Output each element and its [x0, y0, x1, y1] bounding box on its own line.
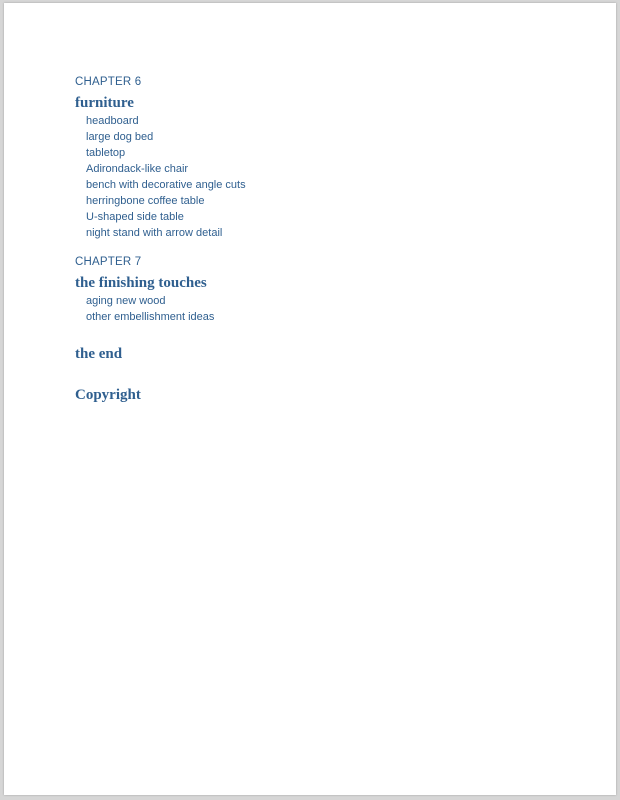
toc-entry-headboard[interactable]: headboard	[86, 115, 139, 127]
toc-entry-adirondack-chair[interactable]: Adirondack-like chair	[86, 163, 189, 175]
toc-entry-other-embellishment-ideas[interactable]: other embellishment ideas	[86, 311, 215, 323]
chapter-7-title-link[interactable]: the finishing touches	[75, 275, 207, 291]
spacer	[75, 241, 555, 255]
toc-entry-bench[interactable]: bench with decorative angle cuts	[86, 179, 246, 191]
chapter-6-entries	[75, 113, 555, 241]
toc-entry-aging-new-wood[interactable]: aging new wood	[86, 295, 166, 307]
copyright-link[interactable]: Copyright	[75, 387, 141, 403]
toc-entry-herringbone-coffee-table[interactable]: herringbone coffee table	[86, 195, 205, 207]
spacer	[75, 364, 555, 381]
chapter-7-entries	[75, 293, 555, 325]
chapter-7-block	[75, 255, 555, 325]
chapter-6-block	[75, 75, 555, 241]
toc-entry-large-dog-bed[interactable]: large dog bed	[86, 131, 154, 143]
spacer	[75, 325, 555, 340]
chapter-7-label: CHAPTER 7	[75, 256, 142, 268]
document-page	[4, 3, 616, 795]
the-end-link[interactable]: the end	[75, 346, 123, 362]
toc-entry-tabletop[interactable]: tabletop	[86, 147, 126, 159]
toc-entry-night-stand[interactable]: night stand with arrow detail	[86, 227, 223, 239]
table-of-contents	[75, 75, 555, 405]
chapter-6-title-link[interactable]: furniture	[75, 95, 134, 111]
chapter-6-label: CHAPTER 6	[75, 76, 142, 88]
toc-entry-u-shaped-side-table[interactable]: U-shaped side table	[86, 211, 184, 223]
